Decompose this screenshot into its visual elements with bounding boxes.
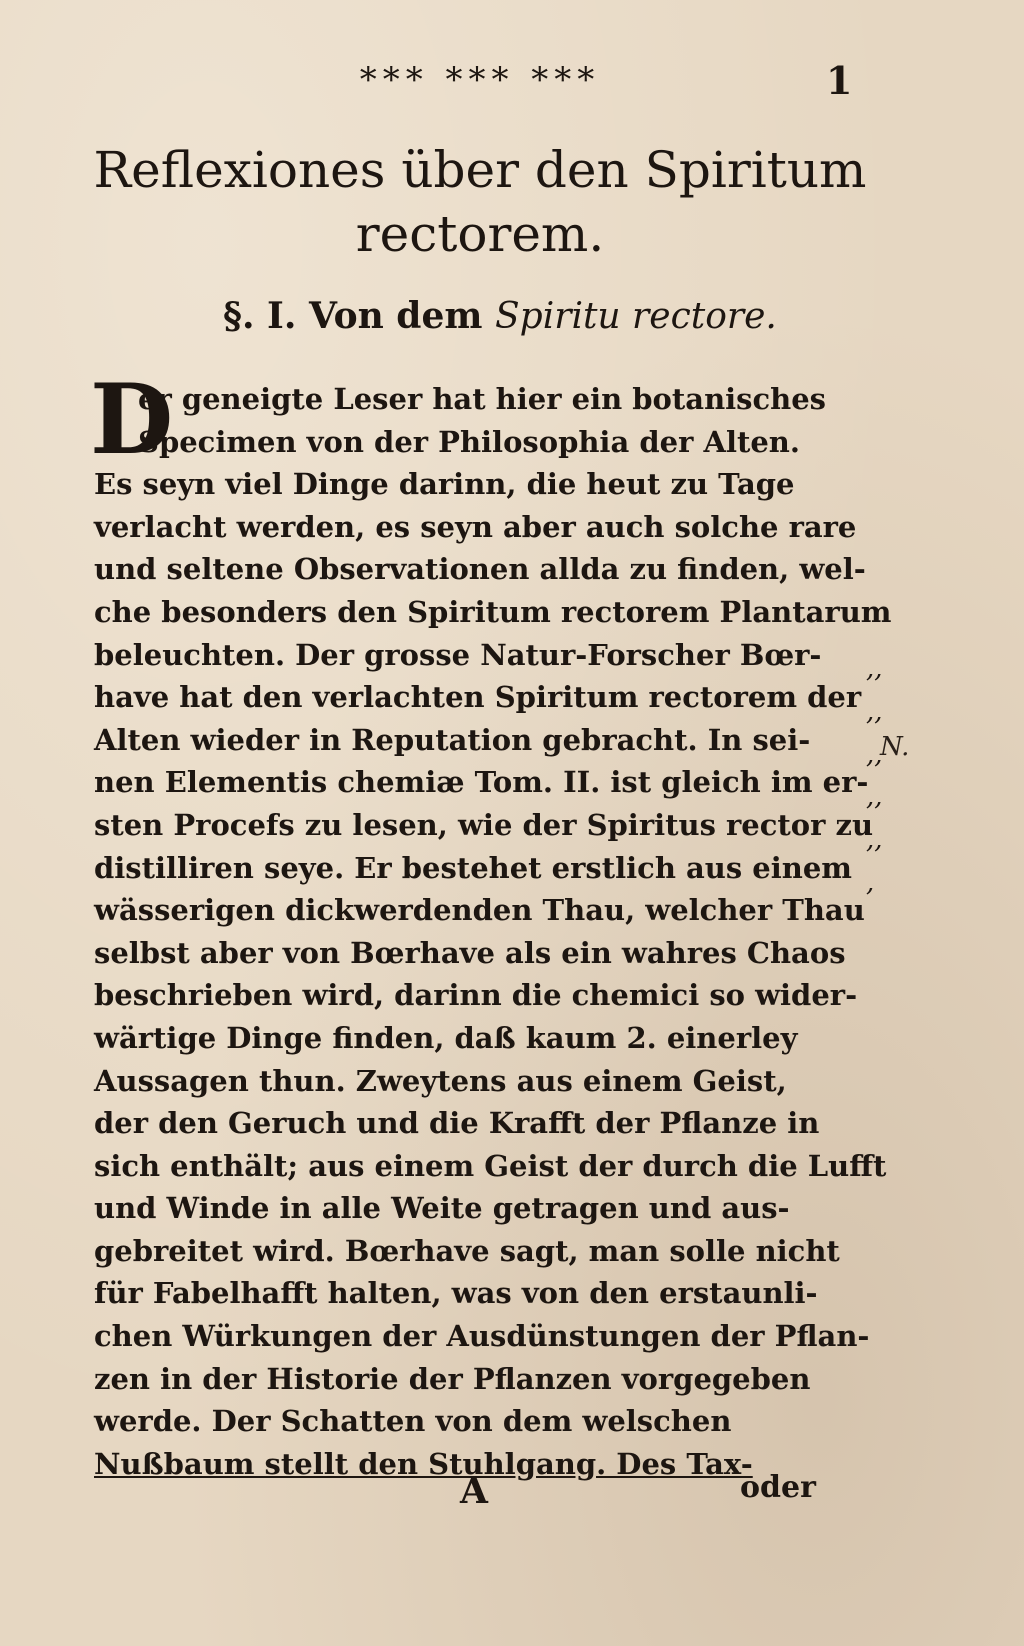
text-line: che besonders den Spiritum rectorem Plantarum: [94, 594, 892, 629]
text-line: Aussagen thun. Zweytens aus einem Geist,: [94, 1063, 787, 1098]
text-line: für Fabelhafft halten, was von den erstaunli-: [94, 1276, 818, 1311]
margin-quote-mark: ,,: [866, 782, 883, 812]
text-line: und seltene Observationen allda zu finden, wel-: [94, 552, 866, 587]
text-line: und Winde in alle Weite getragen und aus-: [94, 1191, 790, 1226]
text-line: Specimen von der Philosophia der Alten.: [138, 424, 800, 459]
text-line: wässerigen dickwerdenden Thau, welcher Thau: [94, 893, 865, 928]
text-line: Alten wieder in Reputation gebracht. In sei-: [94, 722, 811, 757]
margin-quote-mark: ,,: [866, 654, 883, 684]
text-line: Es seyn viel Dinge darinn, die heut zu Tage: [94, 467, 795, 502]
text-line: beschrieben wird, darinn die chemici so wider-: [94, 978, 858, 1013]
title-line-2: rectorem.: [355, 205, 605, 263]
text-line: have hat den verlachten Spiritum rectorem der: [94, 680, 862, 715]
margin-note: N.: [880, 732, 910, 762]
text-line: der den Geruch und die Krafft der Pflanze in: [94, 1106, 820, 1141]
section-heading: [200, 295, 800, 337]
text-line: gebreitet wird. Bœrhave sagt, man solle nicht: [94, 1233, 840, 1268]
margin-quote-mark: ,,: [866, 825, 883, 855]
drop-cap: D: [90, 363, 174, 476]
title-line-1: Reflexiones über den Spiritum: [93, 141, 867, 199]
page-title: [90, 138, 870, 266]
catchword: oder: [740, 1470, 816, 1505]
text-line: selbst aber von Bœrhave als ein wahres Chaos: [94, 935, 846, 970]
margin-quote-mark: ,: [866, 868, 875, 898]
body-text: [90, 363, 892, 1485]
text-line: sten Procefs zu lesen, wie der Spiritus rector zu: [94, 807, 874, 842]
text-line: nen Elementis chemiæ Tom. II. ist gleich im er-: [94, 765, 869, 800]
signature-mark: A: [460, 1470, 488, 1512]
header-ornament: *** *** ***: [359, 60, 601, 100]
margin-quote-mark: ,,: [866, 740, 883, 770]
text-line: verlacht werden, es seyn aber auch solche rare: [94, 509, 857, 544]
text-line: wärtige Dinge finden, daß kaum 2. einerley: [94, 1020, 798, 1055]
section-heading-italic: Spiritu rectore.: [495, 296, 777, 337]
page-number: 1: [826, 58, 853, 103]
text-line: beleuchten. Der grosse Natur-Forscher Bœr-: [94, 637, 822, 672]
text-line: chen Würkungen der Ausdünstungen der Pflan-: [94, 1319, 870, 1354]
text-line: er geneigte Leser hat hier ein botanisches: [138, 382, 827, 416]
text-line: werde. Der Schatten von dem welschen: [94, 1404, 732, 1439]
margin-quote-mark: ,,: [866, 697, 883, 727]
text-line: zen in der Historie der Pflanzen vorgegeben: [94, 1361, 811, 1396]
text-line: Nußbaum stellt den Stuhlgang. Des Tax-: [94, 1446, 753, 1481]
text-line: distilliren seye. Er bestehet erstlich aus einem: [94, 850, 852, 885]
section-heading-text: §. I. Von dem: [223, 295, 483, 337]
text-line: sich enthält; aus einem Geist der durch die Lufft: [94, 1148, 887, 1183]
